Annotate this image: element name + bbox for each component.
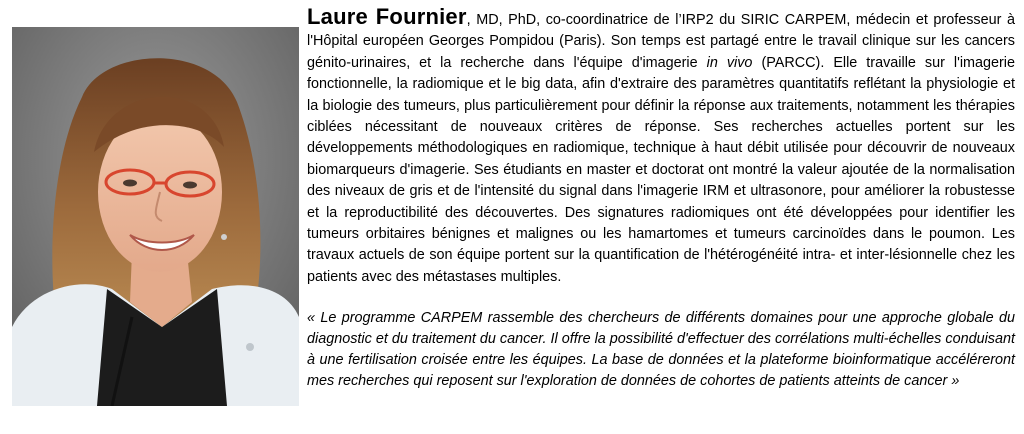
earring bbox=[221, 234, 227, 240]
text-column bbox=[307, 6, 1015, 392]
right-eye bbox=[183, 182, 197, 189]
quote: « Le programme CARPEM rassemble des chercheurs de différents domaines pour une approche globale du diagnostic et du traitement du cancer. Il offre la possibilité d'effectuer des corrélations multi-échelles conduisant à une fertilisation croisée entre les équipes. La base de données et la plateforme bioinformatique accéléreront mes recherches qui reposent sur l'exploration de données de cohortes de patients atteints de cancer » bbox=[307, 310, 1015, 390]
person-name: Laure Fournier bbox=[307, 4, 467, 29]
portrait-illustration bbox=[12, 27, 299, 406]
title-line: MD, PhD, co-coordinatrice de l’IRP2 du SIRIC CARPEM, médecin et professeur à l'Hôpital européen Georges Pompidou (Paris). bbox=[307, 12, 1015, 50]
bio-part-1: Son temps est partagé entre le travail clinique sur les cancers génito-urinaires, et la recherche dans l'équipe d'imagerie bbox=[307, 33, 1015, 71]
biography: Laure Fournier, MD, PhD, co-coordinatrice de l’IRP2 du SIRIC CARPEM, médecin et professeur à l'Hôpital européen Georges Pompidou (Paris). Son temps est partagé entre le travail clinique sur les cancers génito-urinaires, et la recherche dans l'équipe d'imagerie in vivo (PARCC). Elle travaille sur l'imagerie fonctionnelle, la radiomique et le big data, afin d'extraire des paramètres quantitatifs reflétant la physiologie et la biologie des tumeurs, plus particulièrement pour définir la réponse aux traitements, notamment les thérapies ciblées nécessitant de nouveaux critères de réponse. Ses recherches actuelles portent sur les développements méthodologiques en radiomique, technique à haut débit utilisée pour découvrir de nouveaux biomarqueurs d'imagerie. Ses étudiants en master et doctorat ont montré la valeur ajoutée de la normalisation des niveaux de gris et de l'intensité du signal dans l'imagerie IRM et ultrasonore, pour améliorer la robustesse et la reproductibilité des découvertes. Des signatures radiomiques ont été développées pour identifier les tumeurs orbitaires bénignes et malignes ou les hamartomes et tumeurs carcinoïdes dans le poumon. Les travaux actuels de son équipe portent sur la quantification de l'hétérogénéité intra- et inter-lésionnelle chez les patients avec des métastases multiples. bbox=[307, 4, 1016, 285]
bio-part-2: (PARCC). Elle travaille sur l'imagerie fonctionnelle, la radiomique et le big data, afin d'extraire des paramètres quantitatifs reflétant la physiologie et la biologie des tumeurs, plus particulièrement pour définir la réponse aux traitements, notamment les thérapies ciblées nécessitant de nouveaux critères de réponse. Ses recherches actuelles portent sur les développements méthodologiques en radiomique, technique à haut débit utilisée pour découvrir de nouveaux biomarqueurs d'imagerie. Ses étudiants en master et doctorat ont montré la valeur ajoutée de la normalisation des niveaux de gris et de l'intensité du signal dans l'imagerie IRM et ultrasonore, pour améliorer la robustesse et la reproductibilité des découvertes. Des signatures radiomiques ont été développées pour identifier les tumeurs orbitaires bénignes et malignes ou les hamartomes et tumeurs carcinoïdes dans le poumon. Les travaux actuels de son équipe portent sur la quantification de l'hétérogénéité intra- et inter-lésionnelle chez les patients avec des métastases multiples. bbox=[307, 54, 1016, 285]
bio-italic: in vivo bbox=[706, 54, 753, 71]
left-eye bbox=[123, 180, 137, 187]
portrait-photo bbox=[12, 27, 299, 406]
coat-button bbox=[246, 343, 254, 351]
